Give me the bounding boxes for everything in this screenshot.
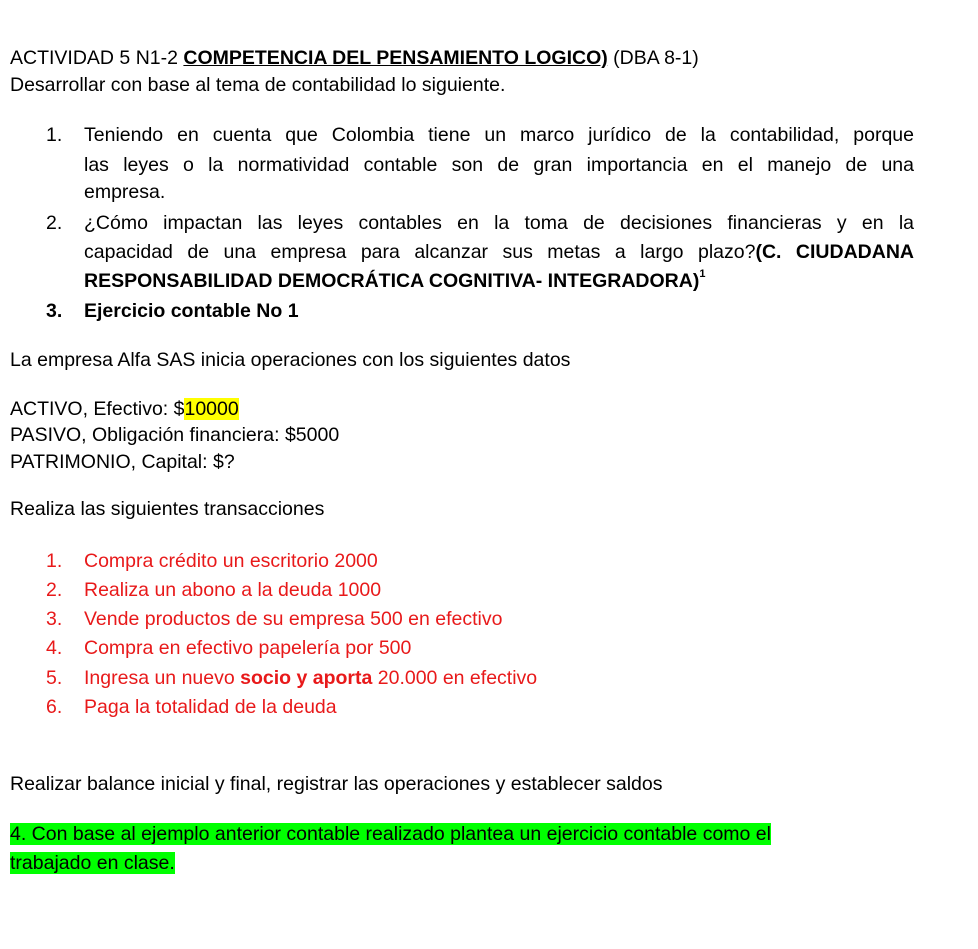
transaction-number: 1. bbox=[46, 550, 63, 572]
q2-line1: ¿Cómo impactan las leyes contables en la toma de decisiones financieras y en la bbox=[84, 212, 914, 234]
transaction-item: Realiza un abono a la deuda 1000 bbox=[84, 579, 382, 601]
transaction-item: Compra en efectivo papelería por 500 bbox=[84, 637, 412, 659]
q3-label: Ejercicio contable No 1 bbox=[84, 300, 299, 322]
q2-line3: RESPONSABILIDAD DEMOCRÁTICA COGNITIVA- INTEGRADORA)$^1$ bbox=[84, 268, 706, 292]
patrimonio-line: PATRIMONIO, Capital: $? bbox=[10, 451, 235, 473]
q2-number: 2. bbox=[46, 212, 63, 234]
q1-line2: las leyes o la normatividad contable son de gran importancia en el manejo de una bbox=[84, 154, 914, 176]
transaction-number: 3. bbox=[46, 608, 63, 630]
final-line1: 4. Con base al ejemplo anterior contable realizado plantea un ejercicio contable como el bbox=[10, 823, 771, 845]
activo-line: ACTIVO, Efectivo: $10000 bbox=[10, 398, 239, 420]
pasivo-line: PASIVO, Obligación financiera: $5000 bbox=[10, 424, 340, 446]
transaction-item: Compra crédito un escritorio 2000 bbox=[84, 550, 378, 572]
transaction-item: Vende productos de su empresa 500 en efectivo bbox=[84, 608, 503, 630]
q1-line3: empresa. bbox=[84, 181, 166, 203]
transaction-number: 6. bbox=[46, 696, 63, 718]
transaction-number: 2. bbox=[46, 579, 63, 601]
transaction-item: Paga la totalidad de la deuda bbox=[84, 696, 337, 718]
competencia-title: COMPETENCIA DEL PENSAMIENTO LOGICO) bbox=[183, 47, 608, 69]
transactions-title: Realiza las siguientes transacciones bbox=[10, 498, 325, 520]
transaction-item: Ingresa un nuevo socio y aporta 20.000 en efectivo bbox=[84, 667, 538, 689]
activity-title: ACTIVIDAD 5 N1-2 COMPETENCIA DEL PENSAMIENTO LOGICO) (DBA 8-1) bbox=[10, 47, 699, 69]
q1-line1: Teniendo en cuenta que Colombia tiene un marco jurídico de la contabilidad, porque bbox=[84, 124, 914, 146]
activity-subtitle: Desarrollar con base al tema de contabilidad lo siguiente. bbox=[10, 74, 506, 96]
q1-number: 1. bbox=[46, 124, 63, 146]
q3-number: 3. bbox=[46, 300, 63, 322]
intro-text: La empresa Alfa SAS inicia operaciones con los siguientes datos bbox=[10, 349, 571, 371]
footnote-marker[interactable]: 1 bbox=[699, 268, 706, 280]
transaction-number: 5. bbox=[46, 667, 63, 689]
q2-line2: capacidad de una empresa para alcanzar sus metas a largo plazo?(C. CIUDADANA bbox=[84, 241, 914, 263]
final-line2: trabajado en clase. bbox=[10, 852, 175, 874]
activo-value: 10000 bbox=[184, 398, 239, 420]
transaction-number: 4. bbox=[46, 637, 63, 659]
instruction-text: Realizar balance inicial y final, registrar las operaciones y establecer saldos bbox=[10, 773, 663, 795]
